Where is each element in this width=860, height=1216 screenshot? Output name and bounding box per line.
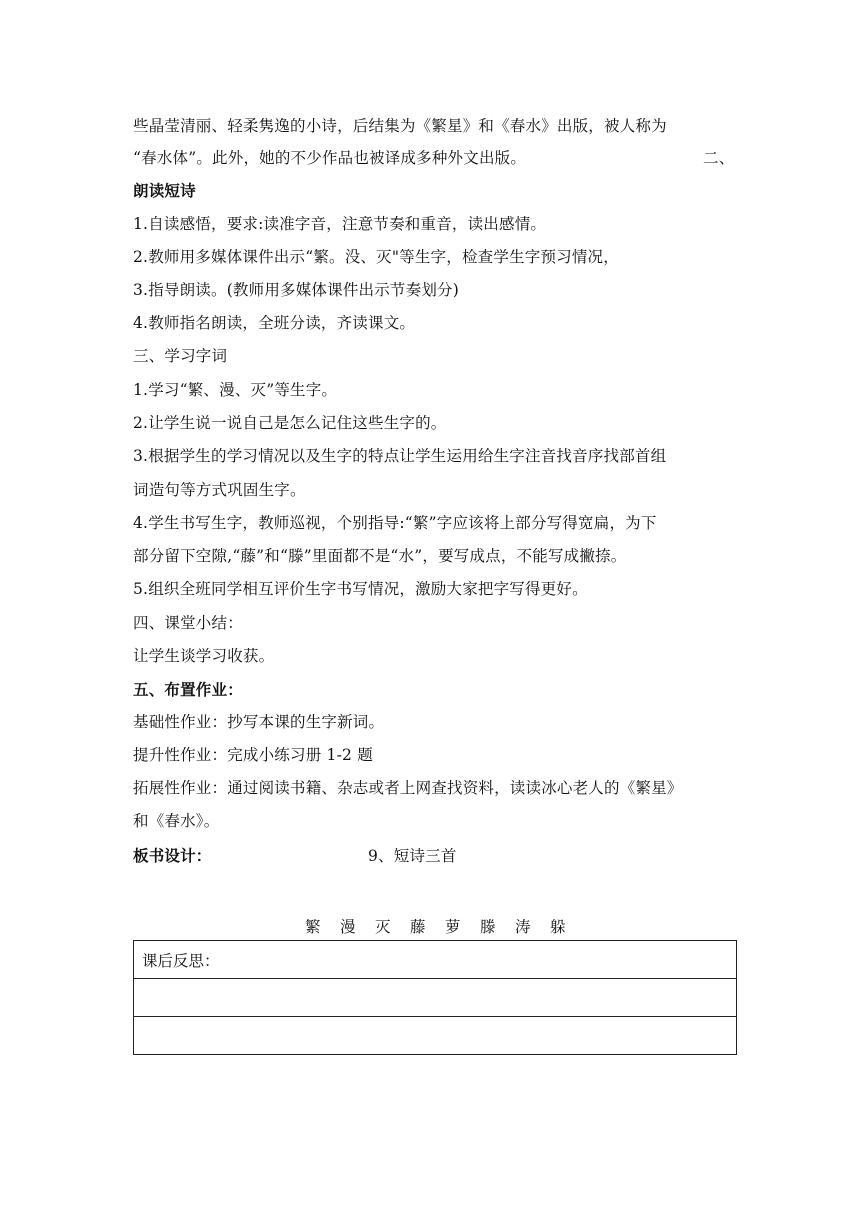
board-character: 灭 [375,918,391,936]
text-line: 些晶莹清丽、轻柔隽逸的小诗，后结集为《繁星》和《春水》出版，被人称为 [133,117,667,135]
board-design-label: 板书设计： [133,847,212,865]
table-row [134,1017,737,1055]
section-number: 二、 [703,149,735,167]
text-line: 1.自读感悟，要求:读准字音，注意节奏和重音，读出感情。 [133,215,547,233]
board-character: 涛 [515,918,531,936]
board-character: 滕 [480,918,496,936]
board-characters [305,917,585,937]
empty-cell [134,979,737,1017]
reflection-label: 课后反思： [134,941,737,979]
table-row [134,979,737,1017]
text-line: 让学生谈学习收获。 [133,647,275,665]
section-heading: 四、课堂小结： [133,614,243,632]
text-line: 4.学生书写生字，教师巡视，个别指导:“繁”字应该将上部分写得宽扁，为下 [133,514,657,532]
board-title: 9、短诗三首 [368,847,457,865]
table-row [134,941,737,979]
text-line: 4.教师指名朗读，全班分读，齐读课文。 [133,314,416,332]
text-line: 5.组织全班同学相互评价生字书写情况，激励大家把字写得更好。 [133,580,588,598]
text-line: 3.指导朗读。(教师用多媒体课件出示节奏划分) [133,281,459,299]
text-line: 提升性作业：完成小练习册 1-2 题 [133,746,373,764]
text-line: 拓展性作业：通过阅读书籍、杂志或者上网查找资料，读读冰心老人的《繁星》 [133,779,683,797]
section-heading: 五、布置作业： [133,681,243,699]
board-character: 藤 [410,918,426,936]
section-heading: 三、学习字词 [133,347,228,365]
section-heading: 朗读短诗 [133,182,196,200]
text-line: 3.根据学生的学习情况以及生字的特点让学生运用给生字注音找音序找部首组 [133,447,667,465]
text-line: 基础性作业：抄写本课的生字新词。 [133,713,385,731]
text-line [133,148,733,168]
board-character: 萝 [445,918,461,936]
text-line: 词造句等方式巩固生字。 [133,481,306,499]
text-segment: “春水体”。此外，她的不少作品也被译成多种外文出版。 [133,149,527,167]
board-character: 漫 [340,918,356,936]
reflection-table [133,940,737,1055]
empty-cell [134,1017,737,1055]
text-line: 部分留下空隙,“藤”和“滕”里面都不是“水”，要写成点，不能写成撇捺。 [133,547,627,565]
board-character: 繁 [305,918,321,936]
text-line: 2.教师用多媒体课件出示“繁。没、灭"等生字，检查学生字预习情况， [133,248,619,266]
text-line: 和《春水》。 [133,812,220,830]
board-character: 躲 [550,918,566,936]
text-line: 2.让学生说一说自己是怎么记住这些生字的。 [133,414,447,432]
text-line: 1.学习“繁、漫、灭”等生字。 [133,381,338,399]
